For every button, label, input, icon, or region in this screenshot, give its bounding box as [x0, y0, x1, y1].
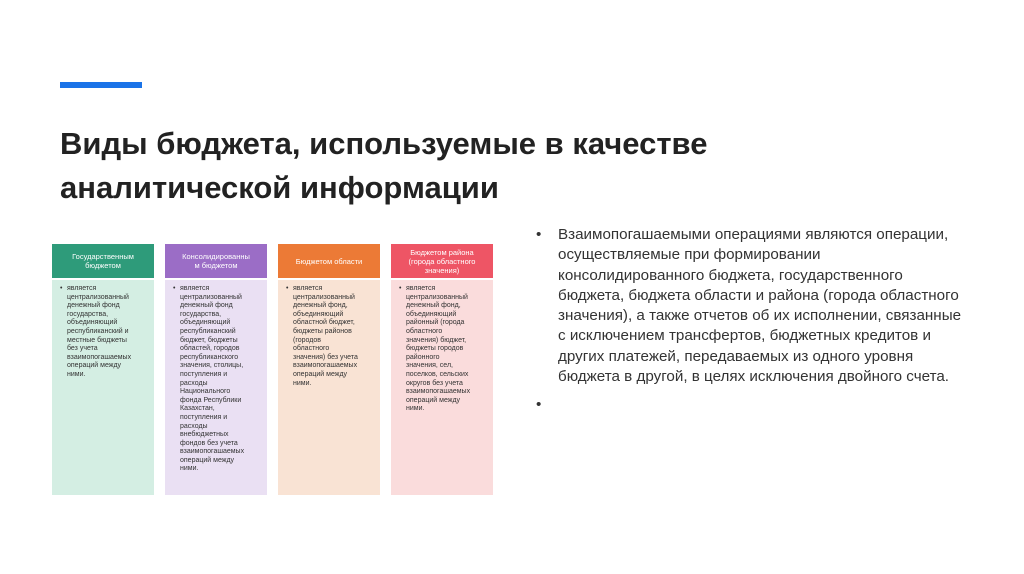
column-state-budget — [52, 244, 154, 378]
column-header: Консолидированны м бюджетом — [165, 244, 267, 278]
bullet: • — [399, 285, 402, 292]
column-district-budget — [391, 244, 493, 413]
definition-list — [536, 225, 966, 414]
column-text: является централизованный денежный фонд, объединяющий районный (города областного значения) бюджет, бюджеты городов районного значения, сел, поселков, сельских округов без учета взаимопогашаемых операций между ними. — [406, 285, 471, 413]
bullet: • — [173, 285, 176, 292]
column-header: Государственным бюджетом — [52, 244, 154, 278]
column-body — [278, 280, 380, 495]
title-accent-bar — [60, 82, 142, 88]
list-item — [536, 225, 966, 387]
bullet: • — [286, 285, 289, 292]
bullet: • — [60, 285, 63, 292]
column-header: Бюджетом области — [278, 244, 380, 278]
bullet: • — [536, 396, 542, 414]
column-region-budget — [278, 244, 380, 387]
column-text: является централизованный денежный фонд государства, объединяющий республиканский и местные бюджеты без учета взаимопогашаемых операций между ними. — [67, 285, 132, 378]
definition-text: Взаимопогашаемыми операциями являются операции, осуществляемые при формировании консолидированного бюджета, государственного бюджета, бюджета области и района (города областного значения), а также отчетов об их исполнении, связанные с исключением трансфертов, бюджетных кредитов и других платежей, передаваемых из одного уровня бюджета в другой, в целях исключения двойного счета. — [558, 226, 962, 386]
column-text: является централизованный денежный фонд государства, объединяющий республиканский бюджет, бюджеты областей, городов республиканского значения, столицы, поступления и расходы Национального фонда Республики Казахстан, поступления и расходы внебюджетных фондов без учета взаимопогашаемых операций между ними. — [180, 285, 245, 473]
column-body — [391, 280, 493, 495]
bullet: • — [536, 226, 542, 243]
column-body — [52, 280, 154, 495]
column-body — [165, 280, 267, 495]
page-title: Виды бюджета, используемые в качестве аналитической информации — [60, 126, 708, 205]
column-header: Бюджетом района (города областного значения) — [391, 244, 493, 278]
column-text: является централизованный денежный фонд, объединяющий областной бюджет, бюджеты районов (городов областного значения) без учета взаимопогашаемых операций между ними. — [293, 285, 358, 387]
column-consolidated-budget — [165, 244, 267, 473]
